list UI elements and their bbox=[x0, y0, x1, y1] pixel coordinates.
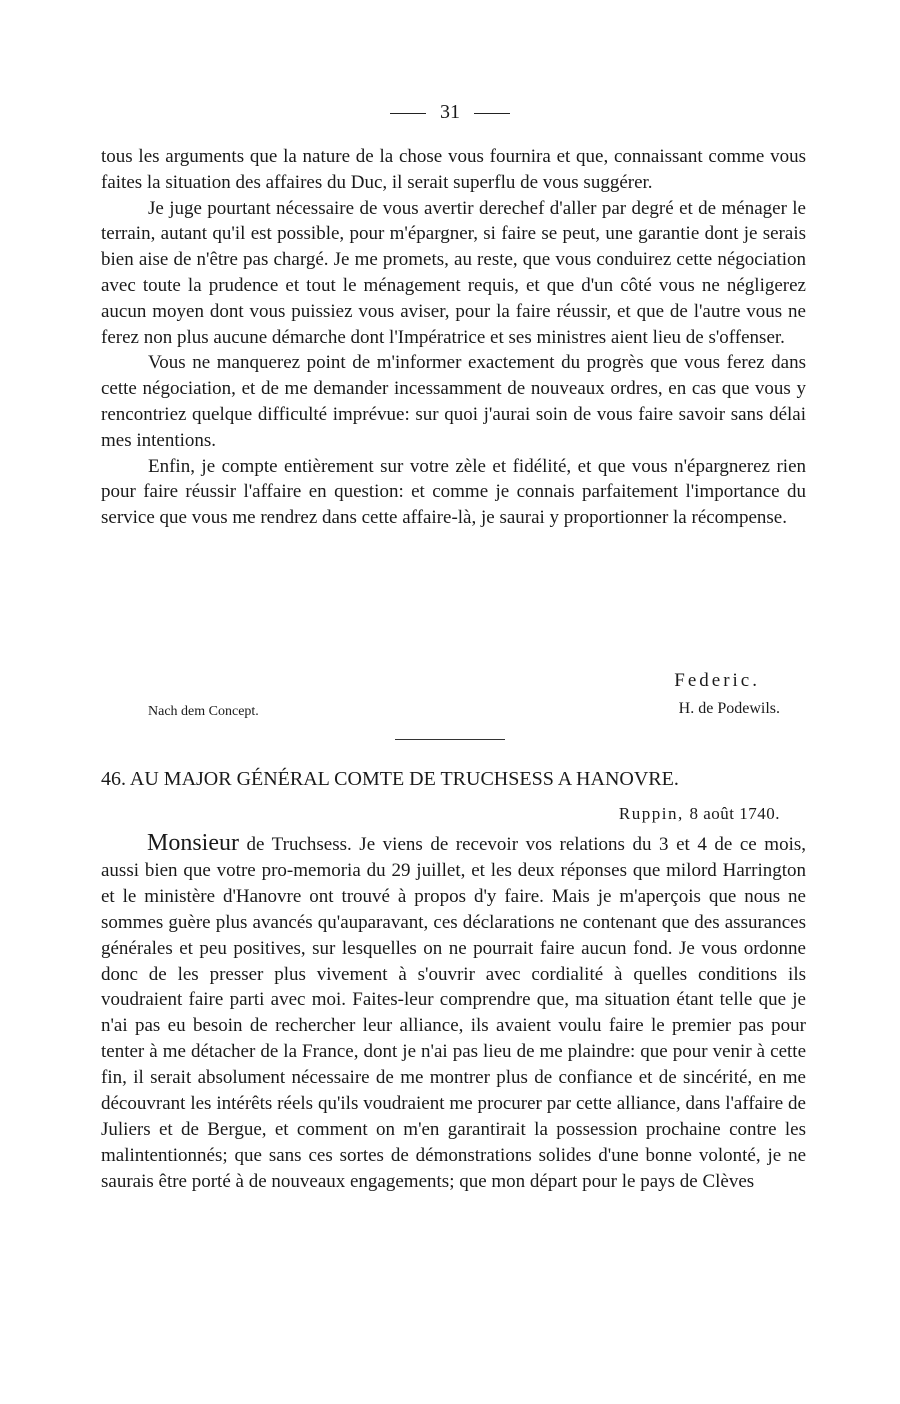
page-number: 31 bbox=[440, 101, 460, 123]
letter-paragraph bbox=[101, 831, 806, 1195]
signature-minister: H. de Podewils. bbox=[678, 700, 780, 717]
dateline-date: 8 août 1740. bbox=[689, 804, 780, 823]
dateline bbox=[619, 804, 780, 824]
letter-body bbox=[101, 831, 806, 1195]
paragraph: tous les arguments que la nature de la chose vous fournira et que, connaissant comme vous faites la situation des affaires du Duc, il serait superflu de vous suggérer. bbox=[101, 146, 806, 193]
salutation-first-word: Monsieur bbox=[147, 830, 239, 856]
signature-name: Federic. bbox=[674, 670, 760, 691]
dateline-place: Ruppin, bbox=[618, 804, 684, 823]
section-divider bbox=[395, 739, 505, 740]
letter-heading: 46. AU MAJOR GÉNÉRAL COMTE DE TRUCHSESS A HANOVRE. bbox=[101, 768, 679, 790]
paragraph: Enfin, je compte entièrement sur votre zèle et fidélité, et que vous n'épargnerez rien pour faire réussir l'affaire en question: et comme je connais parfaitement l'importance du service que vous me rendrez dans cette affaire-là, je saurai y proportionner la récompense. bbox=[101, 455, 806, 529]
header-dash-right bbox=[474, 113, 510, 114]
header-dash-left bbox=[390, 113, 426, 114]
paragraph: Vous ne manquerez point de m'informer exactement du progrès que vous ferez dans cette négociation, et de me demander incessamment de nouveaux ordres, en cas que vous y rencontriez quelque difficulté imprévue: sur quoi j'aurai soin de vous faire savoir sans délai mes intentions. bbox=[101, 352, 806, 451]
letter-continuation bbox=[101, 144, 806, 531]
paragraph: Je juge pourtant nécessaire de vous avertir derechef d'aller par degré et de ménager le terrain, autant qu'il est possible, pour m'épargner, si faire se peut, une garantie dont je serais bien aise de n'être pas chargé. Je me promets, au reste, que vous conduirez cette négociation avec toute la prudence et tout le ménagement requis, et que d'un côté vous ne négligerez aucun moyen dont vous puissiez vous aviser, pour la faire réussir, et que de l'autre vous ne ferez non plus aucune démarche dont l'Impératrice et ses ministres aient lieu de s'offenser. bbox=[101, 197, 806, 348]
source-note: Nach dem Concept. bbox=[148, 704, 259, 719]
letter-body-text: de Truchsess. Je viens de recevoir vos relations du 3 et 4 de ce mois, aussi bien que votre pro-memoria du 29 juillet, et les deux réponses que milord Harrington et le ministère d'Hanovre ont trouvé à propos d'y faire. Mais je m'aperçois que nous ne sommes guère plus avancés qu'auparavant, ces déclarations ne contenant que des assurances générales et peu positives, sur lesquelles on ne pourrait faire aucun fond. Je vous ordonne donc de les presser plus vivement à s'ouvrir avec cordialité à quelles conditions ils voudraient faire parti avec moi. Faites-leur comprendre que, ma situation étant telle que je n'ai pas eu besoin de rechercher leur alliance, ils avaient voulu faire le premier pas pour tenter à me détacher de la France, dont je n'ai pas lieu de me plaindre: que pour venir à cette fin, il serait absolument nécessaire de me montrer plus de confiance et de sincérité, en me découvrant les intérêts réels qu'ils voudraient me procurer par cette alliance, dans l'affaire de Juliers et de Bergue, et comment on m'en garantirait la possession prochaine contre les malintentionnés; que sans ces sortes de démonstrations solides d'une bonne volonté, je ne saurais être porté à de nouveaux engagements; que mon départ pour le pays de Clèves bbox=[101, 834, 806, 1192]
page-header bbox=[0, 100, 900, 124]
